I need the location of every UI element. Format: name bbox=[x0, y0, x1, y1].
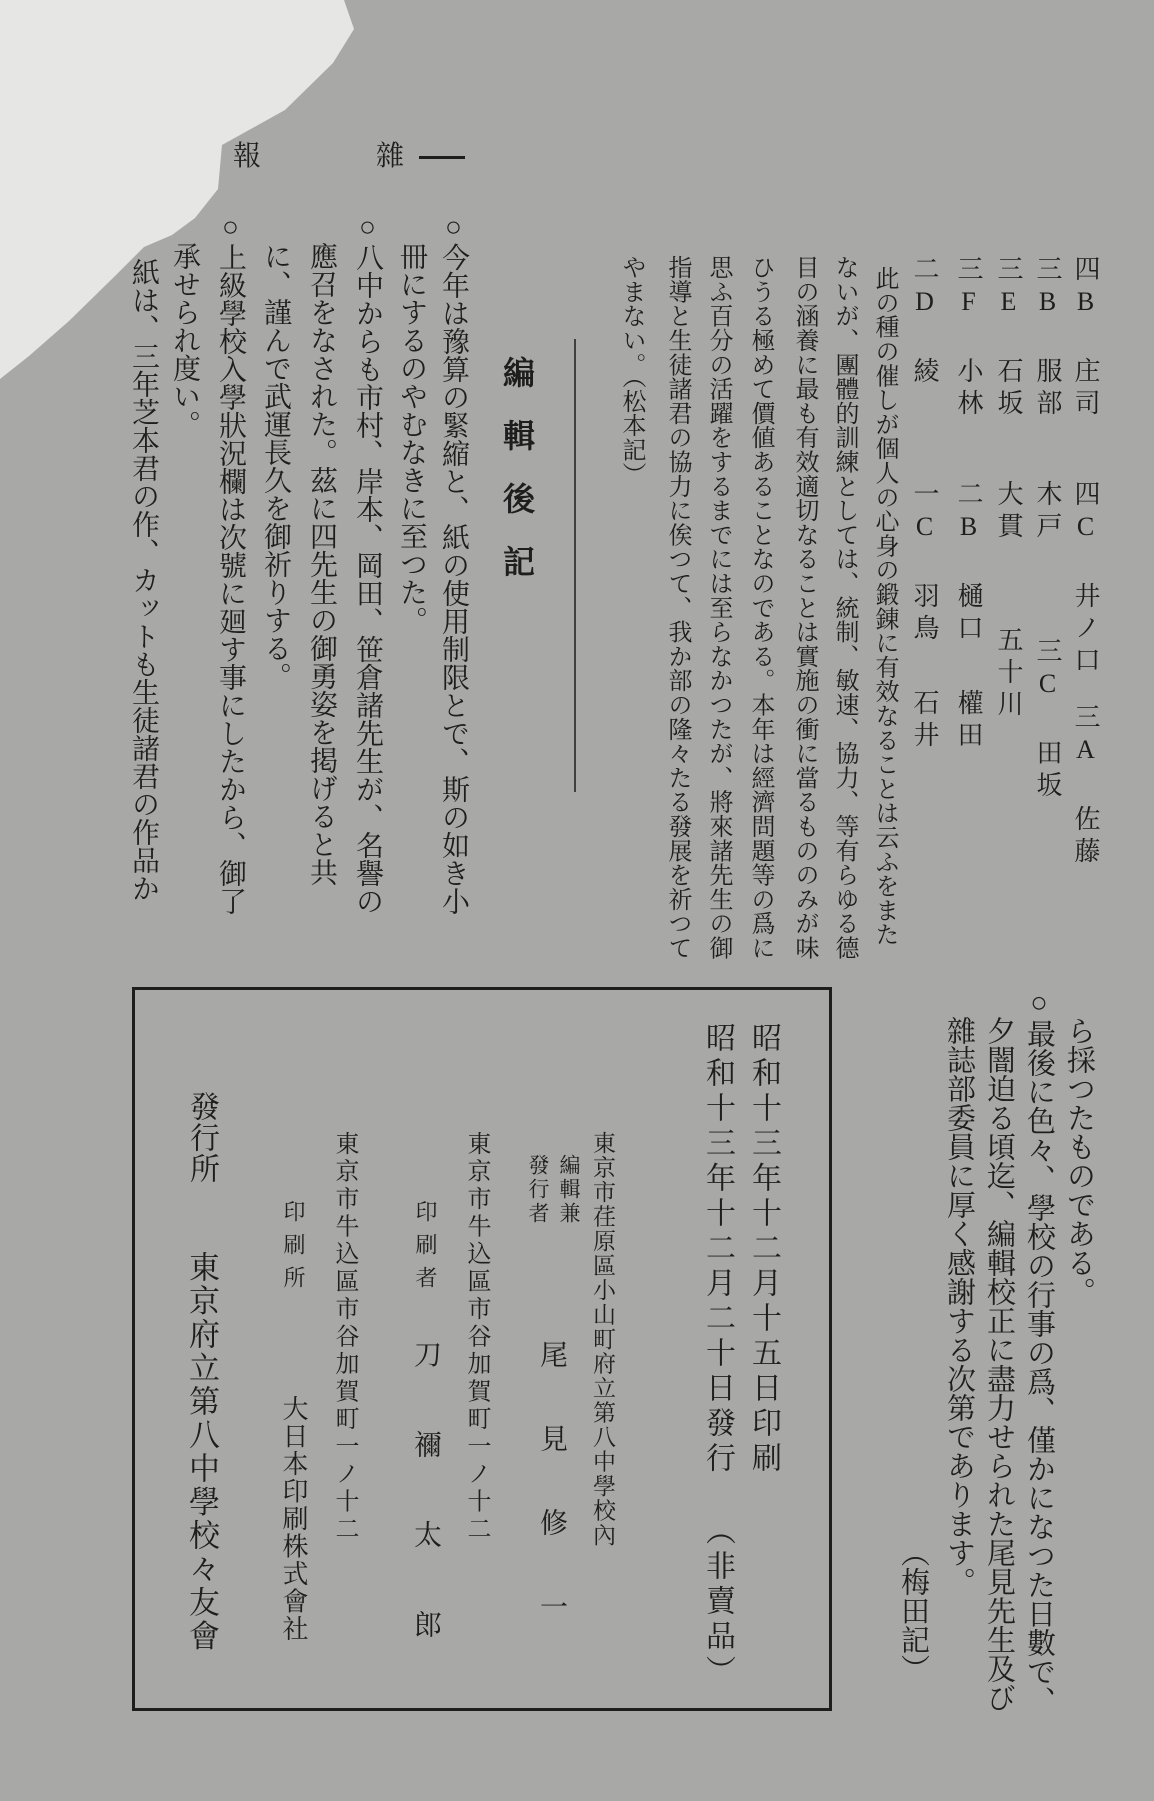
roster-entry: 木戸 bbox=[1033, 480, 1062, 544]
report-line: 思ふ百分の活躍をするまでには至らなかつたが、將來諸先生の御 bbox=[705, 255, 731, 960]
editorial-line: 應召をなされた。茲に四先生の御勇姿を掲げると共 bbox=[306, 242, 337, 886]
roster-entry: 三B 服部 bbox=[1033, 255, 1062, 421]
closing-line: 雜誌部委員に厚く感謝する次第であります。 bbox=[943, 1016, 975, 1596]
report-line: 目の涵養に最も有效適切なることは實施の衝に當るもののみが味 bbox=[791, 255, 817, 960]
editor-label: 編輯兼 bbox=[557, 1154, 581, 1226]
printer-label: 印刷者 bbox=[413, 1200, 438, 1299]
report-line: ひうる極めて價値あることなのである。本年は經濟問題等の爲に bbox=[747, 255, 773, 960]
editorial-heading: 編輯後記 bbox=[499, 356, 535, 608]
running-header-title-left: 報 bbox=[233, 141, 262, 172]
editorial-line: に、謹んで武運長久を御祈りする。 bbox=[260, 242, 291, 690]
report-line: 指導と生徒諸君の協力に俟つて、我か部の隆々たる發展を祈つて bbox=[664, 255, 690, 960]
report-line: ないが、團體的訓練としては、統制、敏速、協力、等有らゆる德 bbox=[831, 255, 857, 960]
print-shop-name: 大日本印刷株式會社 bbox=[279, 1395, 308, 1643]
roster-entry: 權田 bbox=[954, 689, 983, 753]
roster-entry: 五十川 bbox=[994, 626, 1023, 722]
running-header-title-right: 雜 bbox=[376, 141, 405, 172]
printer-address: 東京市牛込區市谷加賀町一ノ十二 bbox=[463, 1131, 489, 1544]
report-line: やまない。（松本記） bbox=[618, 255, 644, 486]
roster-entry: 四C 井ノ口 bbox=[1071, 480, 1100, 678]
roster-entry: 二D 綾 bbox=[910, 255, 939, 389]
roster-entry: 三E 石坂 bbox=[994, 255, 1023, 421]
not-for-sale-note: （非賣品） bbox=[701, 1515, 734, 1690]
editor-address: 東京市荏原區小山町府立第八中學校內 bbox=[590, 1131, 615, 1548]
roster-entry: 一C 羽鳥 bbox=[910, 480, 939, 646]
roster-entry: 三A 佐藤 bbox=[1071, 703, 1100, 869]
closing-line: ら採つたものである。 bbox=[1063, 1016, 1095, 1306]
roster-entry: 三F 小林 bbox=[954, 255, 983, 421]
editorial-line: ○八中からも市村、岸本、岡田、笹倉諸先生が、名譽の bbox=[352, 212, 383, 915]
closing-signature: （梅田記） bbox=[897, 1538, 929, 1683]
roster-entry: 二B 樋口 bbox=[954, 480, 983, 646]
publisher-label: 發行所 bbox=[185, 1091, 218, 1184]
editorial-line: 紙は、三年芝本君の作、カットも生徒諸君の作品か bbox=[128, 258, 159, 902]
section-divider bbox=[574, 339, 576, 792]
editorial-line: 承せられ度い。 bbox=[169, 242, 200, 438]
roster-entry: 四B 庄司 bbox=[1071, 255, 1100, 421]
publisher-name: 東京府立第八中學校々友會 bbox=[184, 1251, 219, 1653]
print-shop-address: 東京市牛込區市谷加賀町一ノ十二 bbox=[331, 1131, 357, 1544]
print-date: 昭和十三年十二月十五日印刷 bbox=[747, 1022, 780, 1477]
roster-entry: 大貫 bbox=[994, 480, 1023, 544]
publisher-role-label: 發行者 bbox=[526, 1154, 550, 1226]
closing-line: ○最後に色々、學校の行事の爲、僅かになつた日數で、 bbox=[1023, 987, 1055, 1715]
editorial-line: 冊にするのやむなきに至つた。 bbox=[396, 242, 427, 634]
editorial-line: ○上級學校入學狀況欄は次號に廻す事にしたから、御了 bbox=[215, 212, 246, 915]
running-header-rule bbox=[419, 156, 465, 159]
roster-entry: 石井 bbox=[910, 689, 939, 753]
roster-entry: 三C 田坂 bbox=[1033, 637, 1062, 803]
closing-line: 夕闇迫る頃迄、編輯校正に盡力せられた尾見先生及び bbox=[983, 1016, 1015, 1712]
printer-name: 刀禰太郎 bbox=[410, 1340, 441, 1700]
editorial-line: ○今年は豫算の緊縮と、紙の使用制限とで、斯の如き小 bbox=[438, 212, 469, 915]
print-shop-label: 印刷所 bbox=[281, 1200, 306, 1299]
editor-name: 尾見修一 bbox=[536, 1340, 567, 1676]
report-line: 此の種の催しが個人の心身の鍛錬に有效なることは云ふをまた bbox=[871, 266, 897, 947]
issue-date: 昭和十三年十二月二十日發行 bbox=[701, 1022, 734, 1477]
